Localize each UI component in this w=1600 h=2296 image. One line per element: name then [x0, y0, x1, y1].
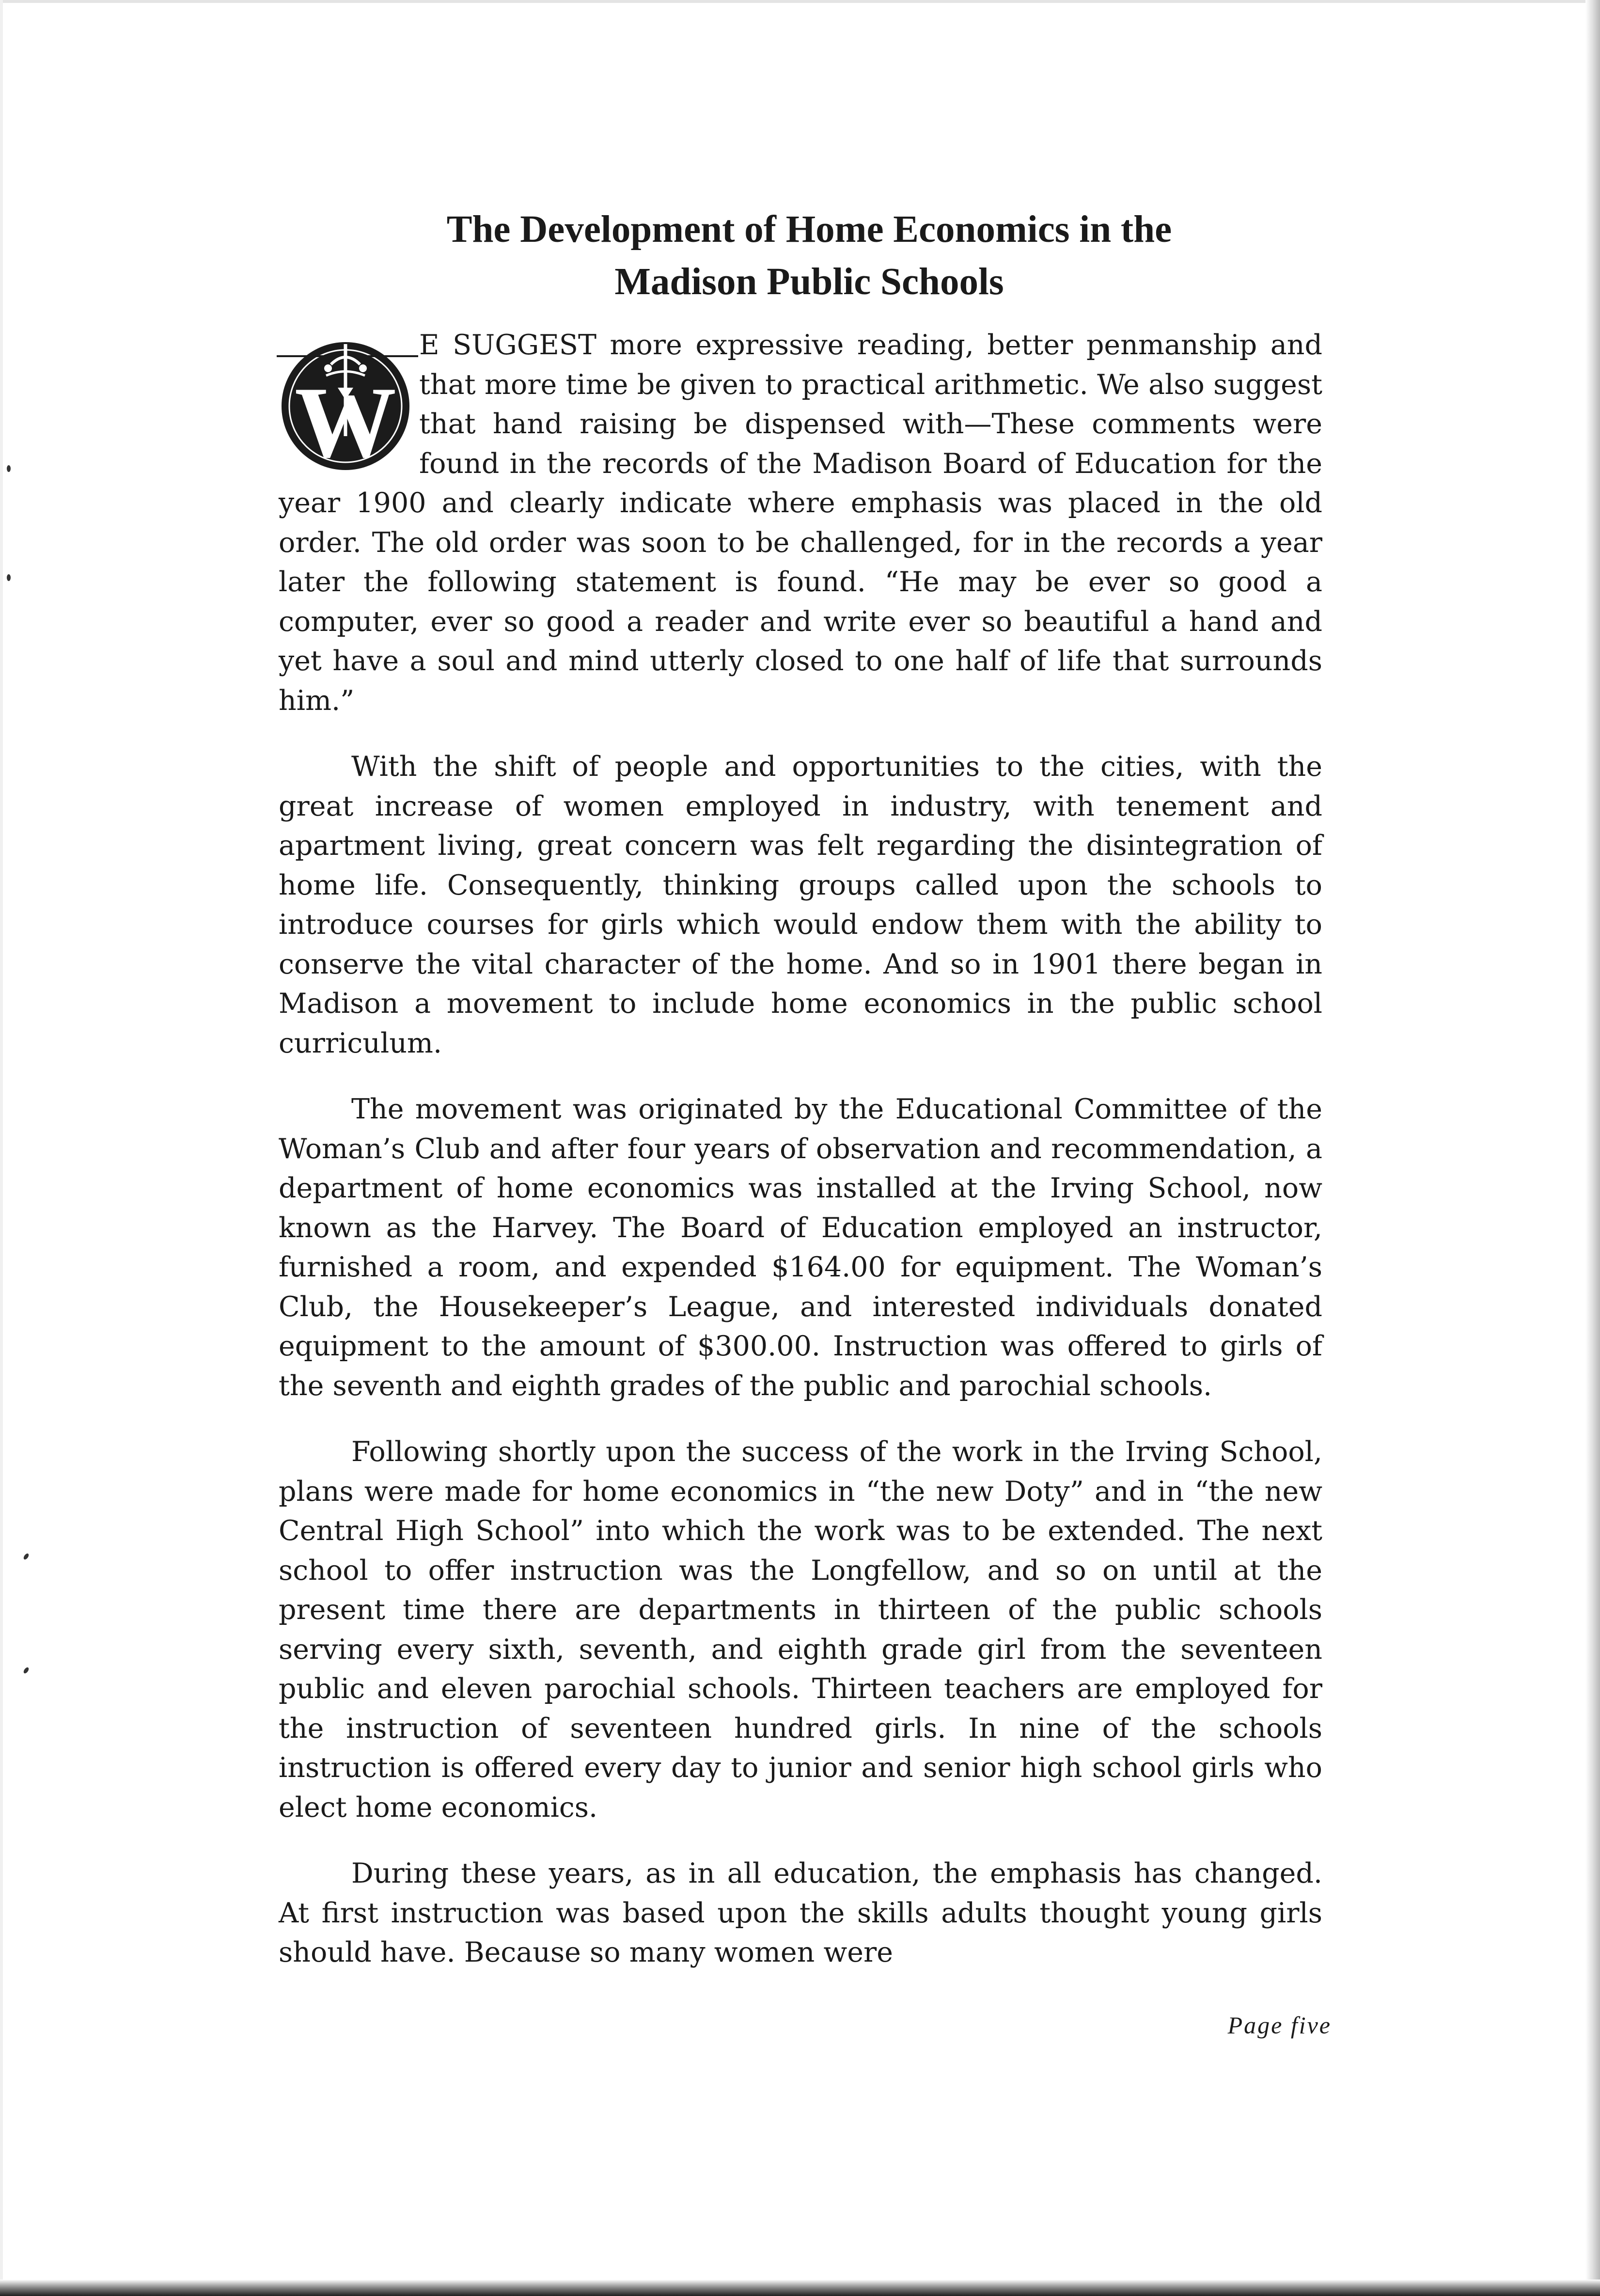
page-top-edge — [0, 0, 1600, 3]
page-bottom-edge — [0, 2280, 1600, 2296]
drop-cap-letter: W — [295, 366, 396, 475]
drop-cap-emblem — [274, 330, 419, 475]
paragraph-2: With the shift of people and opportunities to the cities, with the great increase of women employed in industry, with tenement and apartment living, great concern was felt regarding the disintegration of home life. Consequently, thinking groups called upon the schools to introduce courses for girls which would endow them with the ability to conserve the vital character of the home. And so in 1901 there began in Madison a movement to include home economics in the public school curriculum. — [279, 751, 1322, 1059]
paragraph-5: During these years, as in all education, the emphasis has changed. At first instruction was based upon the skills adults thought young girls should have. Because so many women were — [279, 1857, 1322, 1968]
title-line-2: Madison Public Schools — [614, 261, 1004, 303]
page-title — [271, 204, 1347, 308]
page-left-edge — [0, 0, 3, 2296]
scan-speck — [23, 1667, 30, 1674]
title-line-1: The Development of Home Economics in the — [446, 208, 1172, 251]
scan-speck — [23, 1553, 30, 1560]
paragraph-1 — [279, 326, 1322, 721]
scan-speck — [7, 574, 11, 581]
paragraph-1-text: E SUGGEST more expressive reading, better penmanship and that more time be given to practical arithmetic. We also suggest that hand raising be dispensed with—These comments were found in the records of the Madison Board of Education for the year 1900 and clearly indicate where emphasis was placed in the old order. The old order was soon to be challenged, for in the records a year later the following statement is found. “He may be ever so good a computer, ever so good a reader and write ever so beautiful a hand and yet have a soul and mind utterly closed to one half of life that surrounds him.” — [279, 329, 1322, 717]
paragraph-3: The movement was originated by the Educational Committee of the Woman’s Club and after four years of observation and recommendation, a department of home economics was installed at the Irving School, now known as the Harvey. The Board of Education employed an instructor, furnished a room, and expended $164.00 for equipment. The Woman’s Club, the Housekeeper’s League, and interested individuals donated equipment to the amount of $300.00. Instruction was offered to girls of the seventh and eighth grades of the public and parochial schools. — [279, 1093, 1322, 1402]
drop-cap-emblem-graphic — [274, 330, 419, 475]
page-right-edge — [1585, 0, 1600, 2296]
paragraph-4: Following shortly upon the success of the work in the Irving School, plans were made for home economics in “the new Doty” and in “the new Central High School” into which the work was to be extended. The next school to offer instruction was the Longfellow, and so on until at the present time there are departments in thirteen of the public schools serving every sixth, seventh, and eighth grade girl from the seventeen public and eleven parochial schools. Thirteen teachers are employed for the instruction of seventeen hundred girls. In nine of the schools instruction is offered every day to junior and senior high school girls who elect home economics. — [279, 1436, 1322, 1824]
article-body — [279, 326, 1322, 1999]
page-number: Page five — [1227, 2012, 1332, 2039]
scan-speck — [7, 465, 11, 472]
